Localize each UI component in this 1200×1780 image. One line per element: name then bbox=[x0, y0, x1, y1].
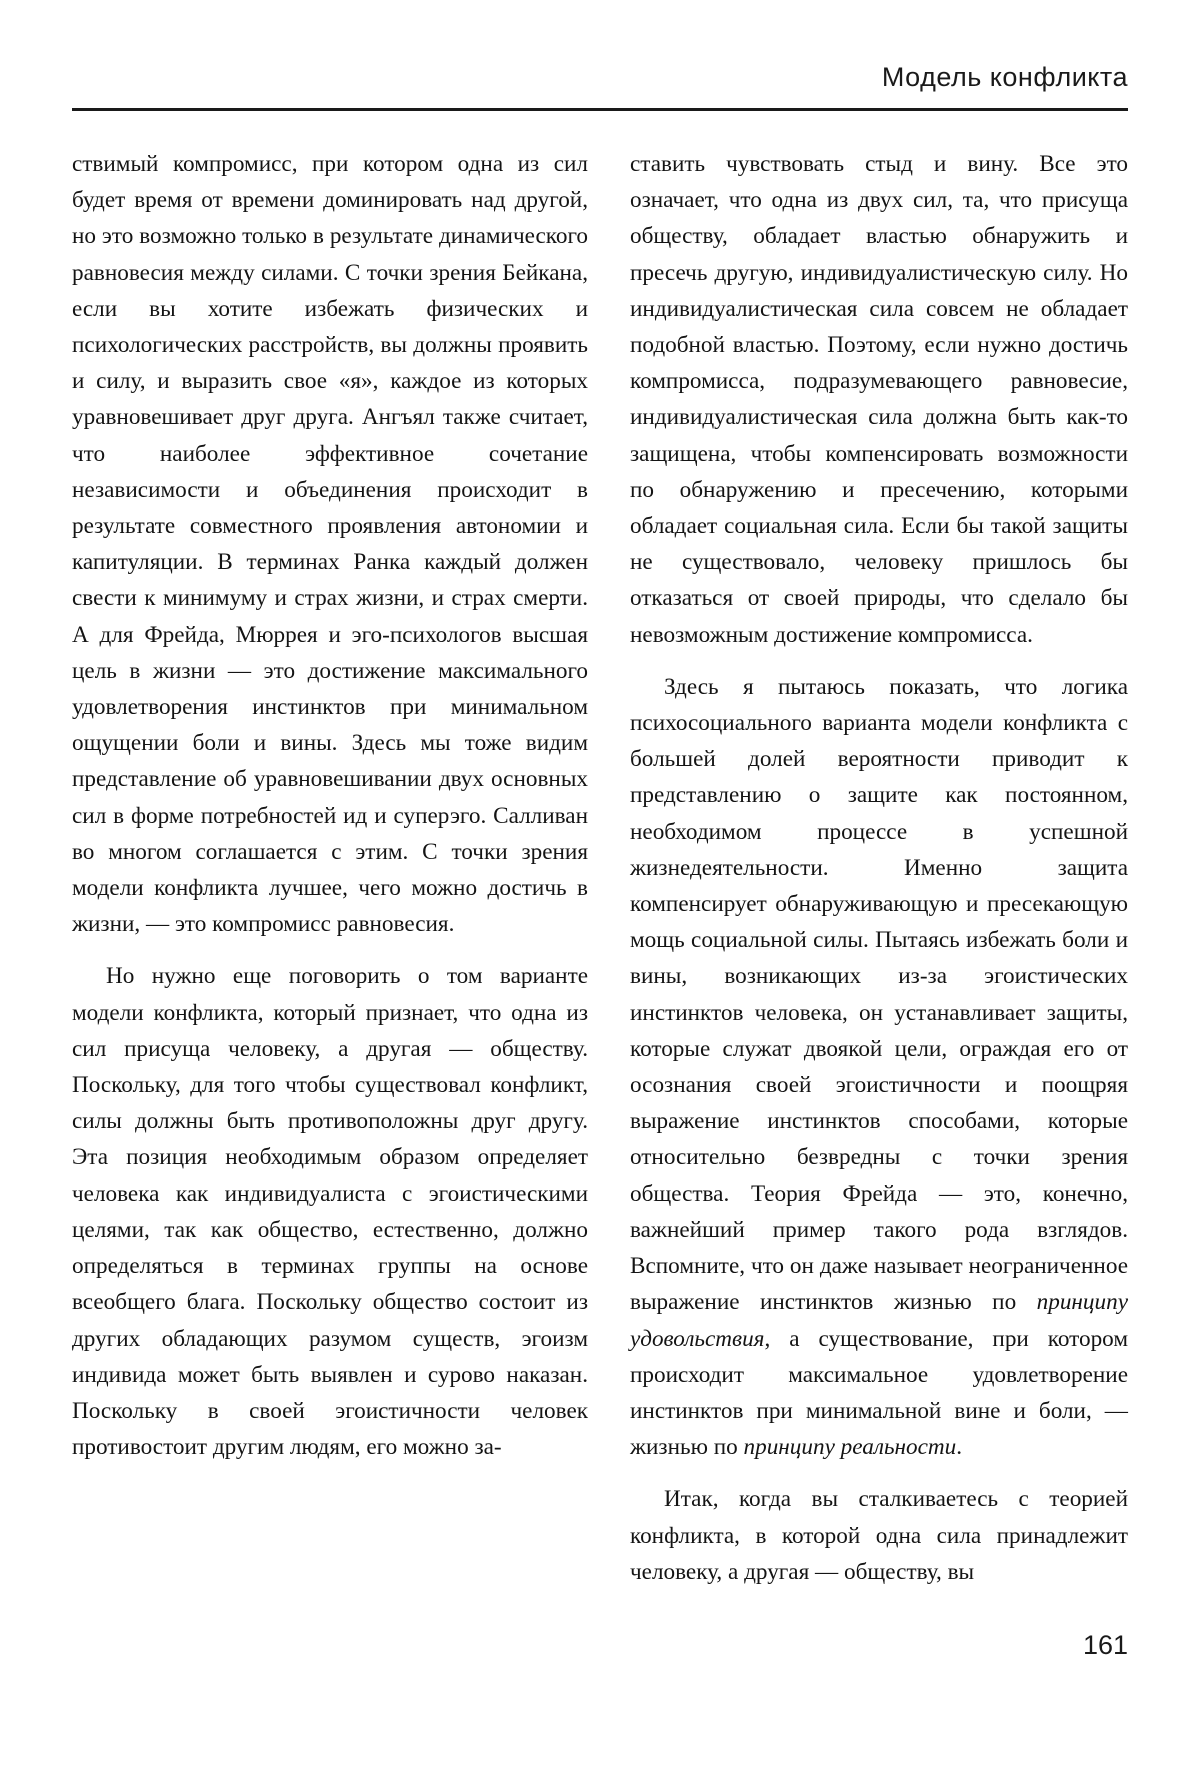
term-pleasure-principle: принципу удовольствия bbox=[630, 1289, 1128, 1352]
right-paragraph-1: ставить чувствовать стыд и вину. Все это означает, что одна из двух сил, та, что присуща обществу, обладает властью обнаружить и пресечь другую, индивидуалистическую силу. Но индивидуалистическая сила совсем не обладает подобной властью. Поэтому, если нужно достичь компромисса, подразумевающего равновесие, индивидуалистическая сила должна быть как-то защищена, чтобы компенсировать возможности по обнаружению и пресечению, которыми обладает социальная сила. Если бы такой защиты не существовало, человеку пришлось бы отказаться от своей природы, что сделало бы невозможным достижение компромисса. bbox=[630, 151, 1128, 648]
header-rule bbox=[72, 108, 1128, 111]
running-head: Модель конфликта bbox=[881, 62, 1128, 92]
right-paragraph-2 bbox=[630, 669, 1128, 1465]
term-reality-principle: принципу реальности bbox=[743, 1434, 957, 1461]
right-paragraph-2-text-b: , а существование, при котором происходит максимальное удовлетворение инстинктов при минимальной вине и боли, — жизнью по bbox=[630, 1325, 1128, 1461]
page-number: 161 bbox=[1082, 1630, 1128, 1660]
right-paragraph-2-text-c: . bbox=[956, 1434, 963, 1461]
left-paragraph-1: ствимый компромисс, при котором одна из сил будет время от времени доминировать над другой, но это возможно только в результате динамического равновесия между силами. С точки зрения Бейкана, если вы хотите избежать физических и психологических расстройств, вы должны проявить и силу, и выразить свое «я», каждое из которых уравновешивает друг друга. Ангъял также считает, что наиболее эффективное сочетание независимости и объединения происходит в результате совместного проявления автономии и капитуляции. В терминах Ранка каждый должен свести к минимуму и страх жизни, и страх смерти. А для Фрейда, Мюррея и эго-психологов высшая цель в жизни — это достижение максимального удовлетворения инстинктов при минимальном ощущении боли и вины. Здесь мы тоже видим представление об уравновешивании двух основных сил в форме потребностей ид и суперэго. Салливан во многом соглашается с этим. С точки зрения модели конфликта лучшее, чего можно достичь в жизни, — это компромисс равновесия. bbox=[72, 151, 588, 938]
right-column bbox=[630, 146, 1128, 1590]
left-column bbox=[72, 146, 588, 1465]
left-paragraph-2: Но нужно еще поговорить о том варианте модели конфликта, который признает, что одна из сил присуща человеку, а другая — обществу. Поскольку, для того чтобы существовал конфликт, силы должны быть противоположны друг другу. Эта позиция необходимым образом определяет человека как индивидуалиста с эгоистическими целями, так как общество, естественно, должно определяться в терминах группы на основе всеобщего блага. Поскольку общество состоит из других обладающих разумом существ, эгоизм индивида может быть выявлен и сурово наказан. Поскольку в своей эгоистичности человек противостоит другим людям, его можно за- bbox=[72, 963, 588, 1461]
right-paragraph-3: Итак, когда вы сталкиваетесь с теорией конфликта, в которой одна сила принадлежит человеку, а другая — обществу, вы bbox=[630, 1486, 1128, 1585]
right-paragraph-2-text-a: Здесь я пытаюсь показать, что логика психосоциального варианта модели конфликта с большей долей вероятности приводит к представлению о защите как постоянном, необходимом процессе в успешной жизнедеятельности. Именно защита компенсирует обнаруживающую и пресекающую мощь социальной силы. Пытаясь избежать боли и вины, возникающих из-за эгоистических инстинктов человека, он устанавливает защиты, которые служат двоякой цели, ограждая его от осознания своей эгоистичности и поощряя выражение инстинктов способами, которые относительно безвредны с точки зрения общества. Теория Фрейда — это, конечно, важнейший пример такого рода взглядов. Вспомните, что он даже называет неограниченное выражение инстинктов жизнью по bbox=[630, 673, 1128, 1316]
